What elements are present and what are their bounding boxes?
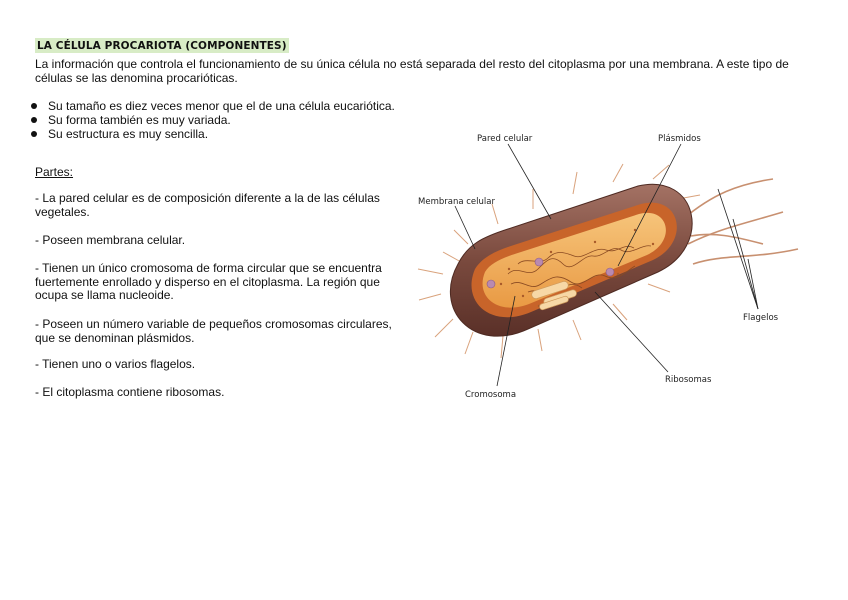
- part-chromosome: - Tienen un único cromosoma de forma circular que se encuentra fuertemente enrollado y disperso en el citoplasma. La región que ocupa se llama nucleoide.: [35, 261, 382, 302]
- flagella: [683, 179, 798, 264]
- label-chromosome: Cromosoma: [465, 390, 517, 400]
- label-ribosomes: Ribosomas: [665, 375, 712, 385]
- list-item: Su estructura es muy sencilla.: [26, 127, 395, 141]
- part-flagella: - Tienen uno o varios flagelos.: [35, 357, 196, 371]
- feature-list: [26, 99, 395, 141]
- part-ribosomes: - El citoplasma contiene ribosomas.: [35, 385, 225, 399]
- part-membrane: - Poseen membrana celular.: [35, 233, 186, 247]
- parts-heading: Partes:: [35, 165, 74, 179]
- prokaryote-cell-illustration: [413, 124, 808, 402]
- label-plasmids: Plásmidos: [658, 134, 701, 144]
- part-plasmids: - Poseen un número variable de pequeños cromosomas circulares, que se denominan plásmidos.: [35, 317, 392, 345]
- page-title: LA CÉLULA PROCARIOTA (COMPONENTES): [37, 40, 287, 52]
- part-cell-wall: - La pared celular es de composición diferente a la de las células vegetales.: [35, 191, 380, 219]
- list-item: Su forma también es muy variada.: [26, 113, 395, 127]
- label-cell-wall: Pared celular: [477, 134, 533, 144]
- prokaryote-diagram: [413, 124, 808, 402]
- list-item: Su tamaño es diez veces menor que el de una célula eucariótica.: [26, 99, 395, 113]
- intro-paragraph: La información que controla el funcionamiento de su única célula no está separada del resto del citoplasma por una membrana. A este tipo de células se las denomina procarióticas.: [35, 57, 789, 85]
- label-membrane: Membrana celular: [418, 197, 495, 207]
- label-flagella: Flagelos: [743, 313, 779, 323]
